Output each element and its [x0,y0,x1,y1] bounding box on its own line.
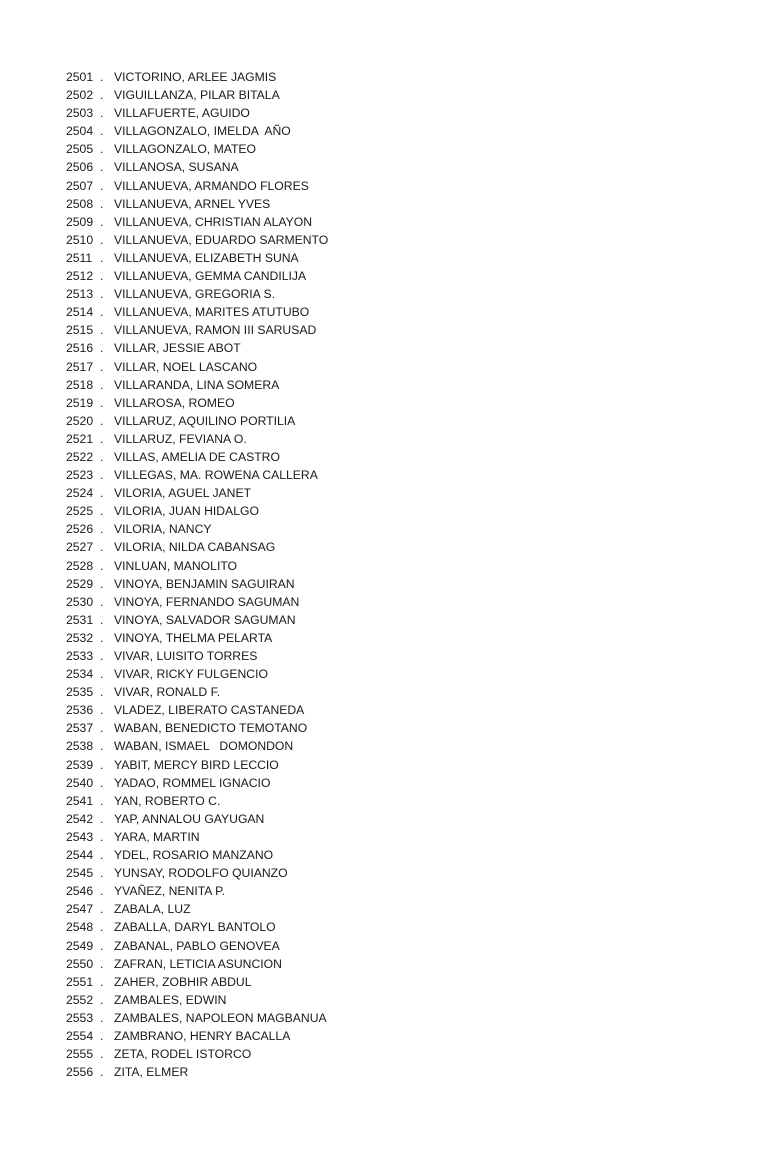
entry-number: 2518 [66,377,94,392]
entry-name: VILLANUEVA, RAMON III SARUSAD [114,323,317,338]
entry-number: 2548 [66,920,94,935]
entry-separator: . [100,703,104,718]
entry-number: 2532 [66,630,94,645]
entry-number: 2555 [66,1047,94,1062]
entry-name: WABAN, BENEDICTO TEMOTANO [114,721,308,736]
list-item [66,575,328,593]
list-item [66,231,328,249]
entry-separator: . [100,413,104,428]
entry-separator: . [100,449,104,464]
entry-name: VINLUAN, MANOLITO [114,558,238,573]
entry-number: 2535 [66,685,94,700]
entry-number: 2515 [66,323,94,338]
entry-name: VILLEGAS, MA. ROWENA CALLERA [114,468,318,483]
entry-separator: . [100,269,104,284]
entry-name: VILORIA, JUAN HIDALGO [114,504,259,519]
entry-separator: . [100,829,104,844]
list-item [66,538,328,556]
entry-separator: . [100,88,104,103]
entry-number: 2527 [66,540,94,555]
entry-separator: . [100,739,104,754]
entry-number: 2553 [66,1010,94,1025]
entry-number: 2502 [66,88,94,103]
entry-number: 2522 [66,449,94,464]
entry-name: VIVAR, RICKY FULGENCIO [114,667,268,682]
list-item [66,828,328,846]
entry-name: ZITA, ELMER [114,1065,189,1080]
entry-number: 2516 [66,341,94,356]
entry-name: VILLAR, JESSIE ABOT [114,341,241,356]
entry-separator: . [100,558,104,573]
entry-name: YVAÑEZ, NENITA P. [114,884,226,899]
entry-number: 2508 [66,196,94,211]
entry-separator: . [100,214,104,229]
entry-separator: . [100,377,104,392]
entry-separator: . [100,667,104,682]
entry-separator: . [100,685,104,700]
entry-separator: . [100,287,104,302]
entry-number: 2550 [66,956,94,971]
list-item [66,430,328,448]
list-item [66,86,328,104]
list-item [66,285,328,303]
entry-name: ZAMBRANO, HENRY BACALLA [114,1028,291,1043]
list-item [66,864,328,882]
entry-name: ZAMBALES, EDWIN [114,992,227,1007]
list-item [66,412,328,430]
entry-name: VILLAGONZALO, IMELDA AÑO [114,124,291,139]
entry-number: 2523 [66,468,94,483]
entry-number: 2539 [66,757,94,772]
entry-separator: . [100,1028,104,1043]
list-item [66,1063,328,1081]
entry-separator: . [100,757,104,772]
entry-name: ZAHER, ZOBHIR ABDUL [114,974,252,989]
entry-separator: . [100,232,104,247]
list-item [66,520,328,538]
list-item [66,701,328,719]
entry-name: VIGUILLANZA, PILAR BITALA [114,88,280,103]
entry-name: VILORIA, NANCY [114,522,212,537]
entry-name: ZETA, RODEL ISTORCO [114,1047,252,1062]
entry-separator: . [100,811,104,826]
entry-name: VILLANUEVA, EDUARDO SARMENTO [114,232,329,247]
entry-number: 2546 [66,884,94,899]
entry-separator: . [100,594,104,609]
entry-name: ZABANAL, PABLO GENOVEA [114,938,280,953]
entry-number: 2554 [66,1028,94,1043]
list-item [66,647,328,665]
list-item [66,1009,328,1027]
entry-name: VILORIA, NILDA CABANSAG [114,540,276,555]
entry-separator: . [100,866,104,881]
entry-separator: . [100,70,104,84]
entry-separator: . [100,341,104,356]
entry-separator: . [100,884,104,899]
entry-name: VILLANUEVA, CHRISTIAN ALAYON [114,214,312,229]
entry-number: 2543 [66,829,94,844]
entry-name: VILLANUEVA, ARNEL YVES [114,196,271,211]
list-item [66,394,328,412]
entry-separator: . [100,468,104,483]
list-item [66,448,328,466]
list-item [66,303,328,321]
entry-number: 2533 [66,649,94,663]
entry-separator: . [100,142,104,157]
list-item [66,502,328,520]
entry-separator: . [100,974,104,989]
entry-separator: . [100,649,104,663]
entry-name: VILLANOSA, SUSANA [114,160,239,175]
list-item [66,104,328,122]
entry-number: 2511 [66,250,93,265]
entry-separator: . [100,250,104,265]
entry-name: ZAFRAN, LETICIA ASUNCION [114,956,282,971]
entry-name: VLADEZ, LIBERATO CASTANEDA [114,703,305,718]
entry-separator: . [100,504,104,519]
entry-name: VILLANUEVA, ELIZABETH SUNA [114,250,299,265]
entry-number: 2521 [66,431,94,446]
entry-name: VICTORINO, ARLEE JAGMIS [114,70,277,84]
list-item [66,249,328,267]
entry-separator: . [100,540,104,555]
entry-number: 2538 [66,739,94,754]
list-item [66,557,328,575]
entry-separator: . [100,775,104,790]
entry-separator: . [100,920,104,935]
entry-number: 2544 [66,848,94,863]
entry-name: WABAN, ISMAEL DOMONDON [114,739,294,754]
list-item [66,593,328,611]
entry-number: 2530 [66,594,94,609]
entry-name: YABIT, MERCY BIRD LECCIO [114,757,279,772]
entry-name: VILLAFUERTE, AGUIDO [114,106,250,121]
entry-name: VILLARUZ, FEVIANA O. [114,431,247,446]
entry-separator: . [100,721,104,736]
list-item [66,900,328,918]
entry-name: ZABALA, LUZ [114,902,191,917]
entry-name: VINOYA, SALVADOR SAGUMAN [114,612,296,627]
entry-number: 2545 [66,866,94,881]
entry-separator: . [100,1047,104,1062]
list-item [66,321,328,339]
entry-separator: . [100,106,104,121]
list-item [66,195,328,213]
entry-name: VINOYA, BENJAMIN SAGUIRAN [114,576,295,591]
entry-separator: . [100,612,104,627]
entry-number: 2541 [66,793,94,808]
entry-name: VILLANUEVA, GREGORIA S. [114,287,275,302]
entry-number: 2552 [66,992,94,1007]
entry-separator: . [100,1010,104,1025]
entry-name: YUNSAY, RODOLFO QUIANZO [114,866,288,881]
list-item [66,955,328,973]
list-item [66,177,328,195]
list-item [66,810,328,828]
list-item [66,158,328,176]
entry-number: 2510 [66,232,94,247]
entry-name: YARA, MARTIN [114,829,200,844]
list-item [66,937,328,955]
entry-number: 2528 [66,558,94,573]
list-item [66,466,328,484]
entry-number: 2536 [66,703,94,718]
entry-name: VILLARANDA, LINA SOMERA [114,377,280,392]
entry-name: VILLANUEVA, MARITES ATUTUBO [114,305,310,320]
list-item [66,484,328,502]
list-item [66,846,328,864]
entry-separator: . [100,956,104,971]
entry-number: 2520 [66,413,94,428]
list-item [66,358,328,376]
entry-name: ZAMBALES, NAPOLEON MAGBANUA [114,1010,327,1025]
entry-separator: . [100,992,104,1007]
entry-number: 2519 [66,395,94,410]
entry-number: 2531 [66,612,94,627]
entry-separator: . [100,160,104,175]
entry-number: 2551 [66,974,94,989]
entry-number: 2507 [66,178,94,193]
entry-separator: . [100,1065,104,1080]
entry-name: VILLANUEVA, GEMMA CANDILIJA [114,269,307,284]
entry-separator: . [100,323,104,338]
entry-name: VILLAR, NOEL LASCANO [114,359,258,374]
list-item [66,665,328,683]
entry-separator: . [100,431,104,446]
entry-name: VINOYA, FERNANDO SAGUMAN [114,594,300,609]
entry-separator: . [100,848,104,863]
entry-number: 2525 [66,504,94,519]
entry-number: 2542 [66,811,94,826]
list-item [66,122,328,140]
entry-number: 2513 [66,287,94,302]
entry-separator: . [100,359,104,374]
entry-separator: . [100,395,104,410]
list-item [66,1027,328,1045]
entry-separator: . [100,576,104,591]
entry-name: VILLAS, AMELIA DE CASTRO [114,449,280,464]
entry-separator: . [100,793,104,808]
entry-number: 2503 [66,106,94,121]
entry-number: 2526 [66,522,94,537]
entry-separator: . [100,178,104,193]
entry-separator: . [100,522,104,537]
entry-name: VILLAGONZALO, MATEO [114,142,256,157]
entry-separator: . [100,305,104,320]
list-item [66,213,328,231]
entry-number: 2501 [66,70,94,84]
entry-name: VINOYA, THELMA PELARTA [114,630,273,645]
entry-separator: . [100,902,104,917]
entry-name: YAP, ANNALOU GAYUGAN [114,811,265,826]
entry-number: 2534 [66,667,94,682]
entry-separator: . [100,124,104,139]
list-item [66,792,328,810]
entry-number: 2537 [66,721,94,736]
entry-number: 2509 [66,214,94,229]
entry-name: VILLANUEVA, ARMANDO FLORES [114,178,309,193]
entry-number: 2547 [66,902,94,917]
entry-number: 2512 [66,269,94,284]
list-item [66,882,328,900]
list-item [66,683,328,701]
entry-name: VILLAROSA, ROMEO [114,395,235,410]
entry-number: 2529 [66,576,94,591]
entry-separator: . [100,486,104,501]
entry-name: YADAO, ROMMEL IGNACIO [114,775,271,790]
list-item [66,629,328,647]
list-item [66,376,328,394]
entry-name: VILORIA, AGUEL JANET [114,486,252,501]
entry-number: 2504 [66,124,94,139]
list-item [66,339,328,357]
list-item [66,737,328,755]
list-item [66,611,328,629]
list-item [66,774,328,792]
entry-name: YDEL, ROSARIO MANZANO [114,848,274,863]
list-item [66,756,328,774]
entry-number: 2506 [66,160,94,175]
entry-name: YAN, ROBERTO C. [114,793,221,808]
list-item [66,719,328,737]
list-item [66,918,328,936]
list-item [66,973,328,991]
entry-number: 2517 [66,359,94,374]
entry-separator: . [100,630,104,645]
list-item [66,68,328,86]
list-item [66,1045,328,1063]
entry-name: VIVAR, RONALD F. [114,685,221,700]
entry-separator: . [100,196,104,211]
entry-number: 2540 [66,775,94,790]
list-item [66,140,328,158]
entry-name: VILLARUZ, AQUILINO PORTILIA [114,413,296,428]
entry-number: 2514 [66,305,94,320]
entry-name: ZABALLA, DARYL BANTOLO [114,920,276,935]
list-item [66,267,328,285]
entry-name: VIVAR, LUISITO TORRES [114,649,258,663]
entry-number: 2505 [66,142,94,157]
entry-number: 2524 [66,486,94,501]
entry-separator: . [100,938,104,953]
name-list [66,68,328,1081]
entry-number: 2556 [66,1065,94,1080]
entry-number: 2549 [66,938,94,953]
list-item [66,991,328,1009]
